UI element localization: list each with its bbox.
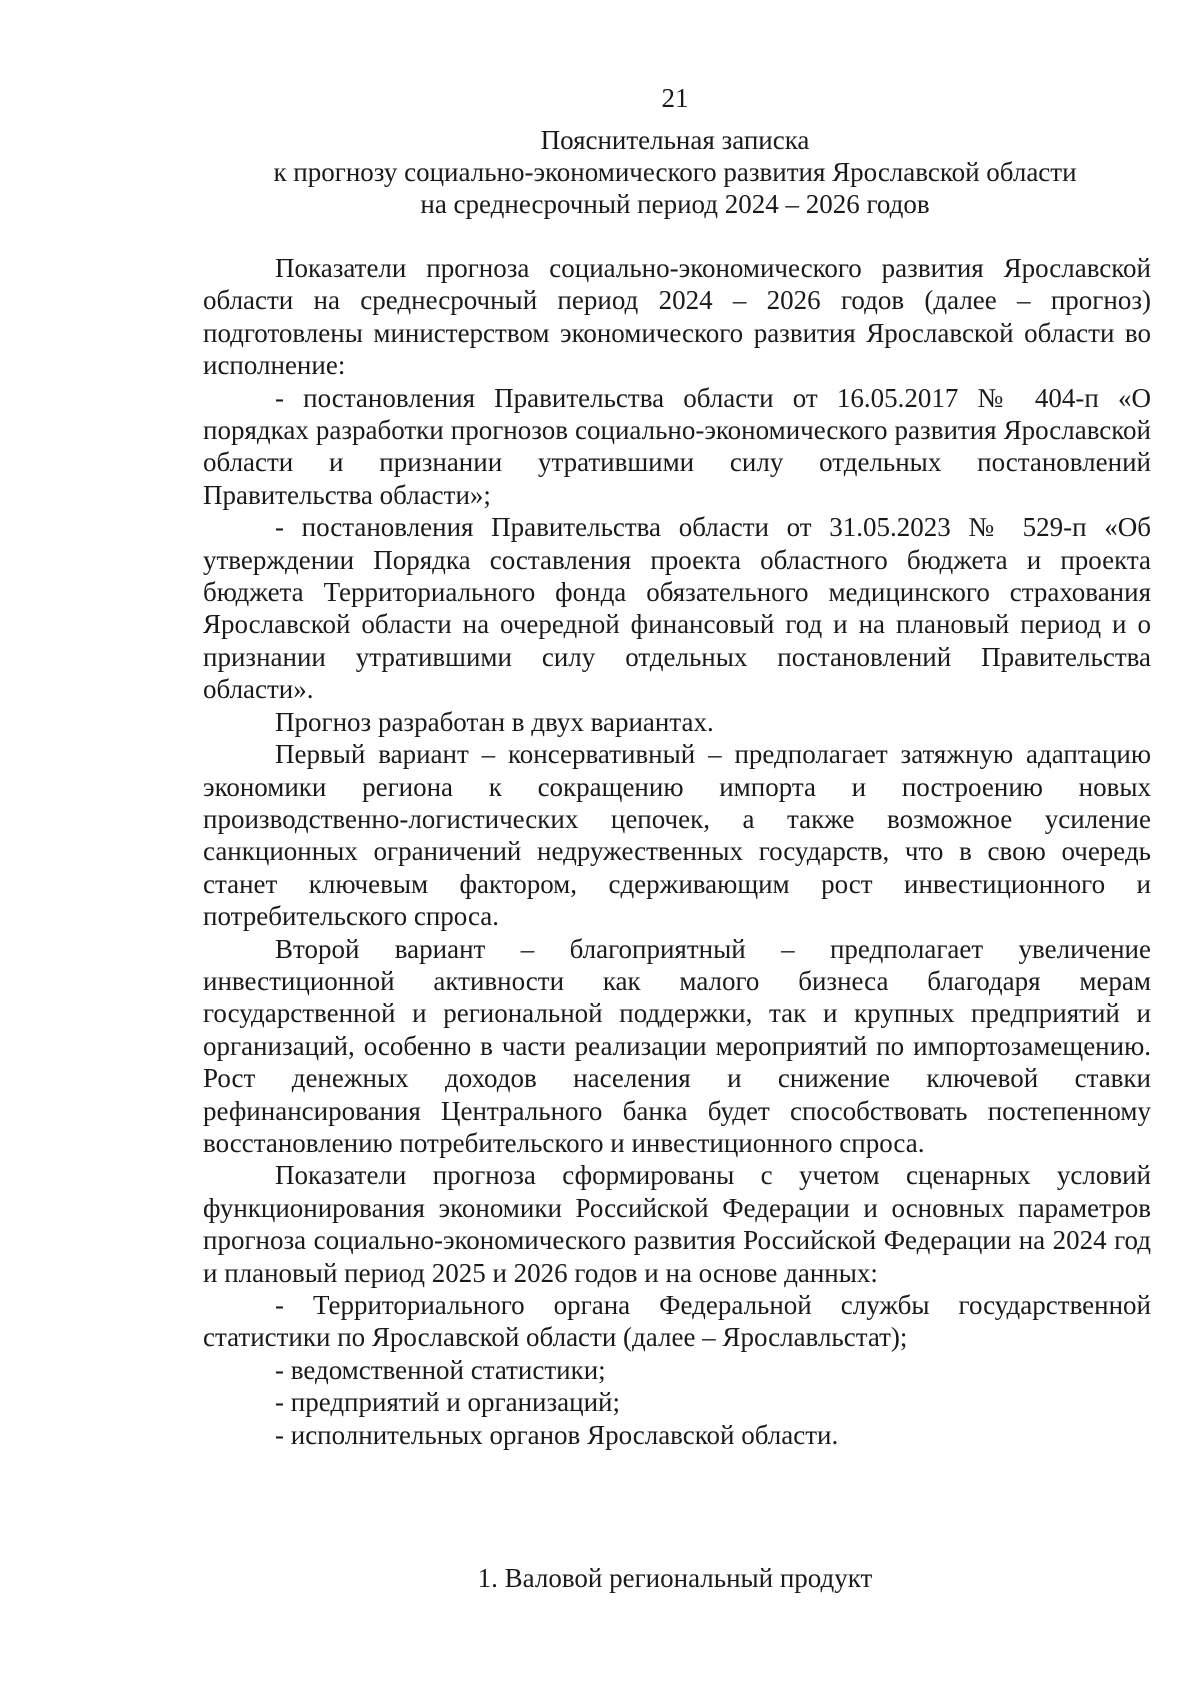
title-line-1: Пояснительная записка <box>540 125 810 155</box>
page-number: 21 <box>661 83 689 113</box>
list-item-source-1: - Территориального органа Федеральной службы государственной статистики по Ярославской области (далее – Ярославльстат); <box>203 1290 1151 1353</box>
list-item-source-3: - предприятий и организаций; <box>275 1387 620 1418</box>
document-body <box>203 252 1151 1451</box>
paragraph-basis: Показатели прогноза сформированы с учетом сценарных условий функционирования экономики Российской Федерации и основных параметров прогноза социально-экономического развития Российской Федерации на 2024 год и плановый период 2025 и 2026 годов и на основе данных: <box>203 1160 1151 1288</box>
title-line-3: на среднесрочный период 2024 – 2026 годов <box>420 189 930 219</box>
document-title <box>200 124 1150 220</box>
paragraph-variant-2: Второй вариант – благоприятный – предполагает увеличение инвестиционной активности как малого бизнеса благодаря мерам государственной и региональной поддержки, так и крупных предприятий и организаций, особенно в части реализации мероприятий по импортозамещению. Рост денежных доходов населения и снижение ключевой ставки рефинансирования Центрального банка будет способствовать постепенному восстановлению потребительского и инвестиционного спроса. <box>203 933 1151 1158</box>
title-line-2: к прогнозу социально-экономического развития Ярославской области <box>273 157 1077 187</box>
section-heading: 1. Валовой региональный продукт <box>477 1563 873 1593</box>
list-item-source-4: - исполнительных органов Ярославской области. <box>275 1419 839 1450</box>
list-item-decree-2: - постановления Правительства области от 31.05.2023 № 529-п «Об утверждении Порядка составления проекта областного бюджета и проекта бюджета Территориального фонда обязательного медицинского страхования Ярославской области на очередной финансовый год и на плановый период и о признании утратившими силу отдельных постановлений Правительства области». <box>203 512 1151 705</box>
paragraph-variants: Прогноз разработан в двух вариантах. <box>275 706 714 737</box>
paragraph-variant-1: Первый вариант – консервативный – предполагает затяжную адаптацию экономики региона к сокращению импорта и построению новых производственно-логистических цепочек, а также возможное усиление санкционных ограничений недружественных государств, что в свою очередь станет ключевым фактором, сдерживающим рост инвестиционного и потребительского спроса. <box>203 739 1151 932</box>
list-item-source-2: - ведомственной статистики; <box>275 1354 606 1385</box>
list-item-decree-1: - постановления Правительства области от 16.05.2017 № 404-п «О порядках разработки прогнозов социально-экономического развития Ярославской области и признании утратившими силу отдельных постановлений Правительства области»; <box>203 382 1151 510</box>
paragraph-intro: Показатели прогноза социально-экономического развития Ярославской области на среднесрочный период 2024 – 2026 годов (далее – прогноз) подготовлены министерством экономического развития Ярославской области во исполнение: <box>203 253 1151 381</box>
